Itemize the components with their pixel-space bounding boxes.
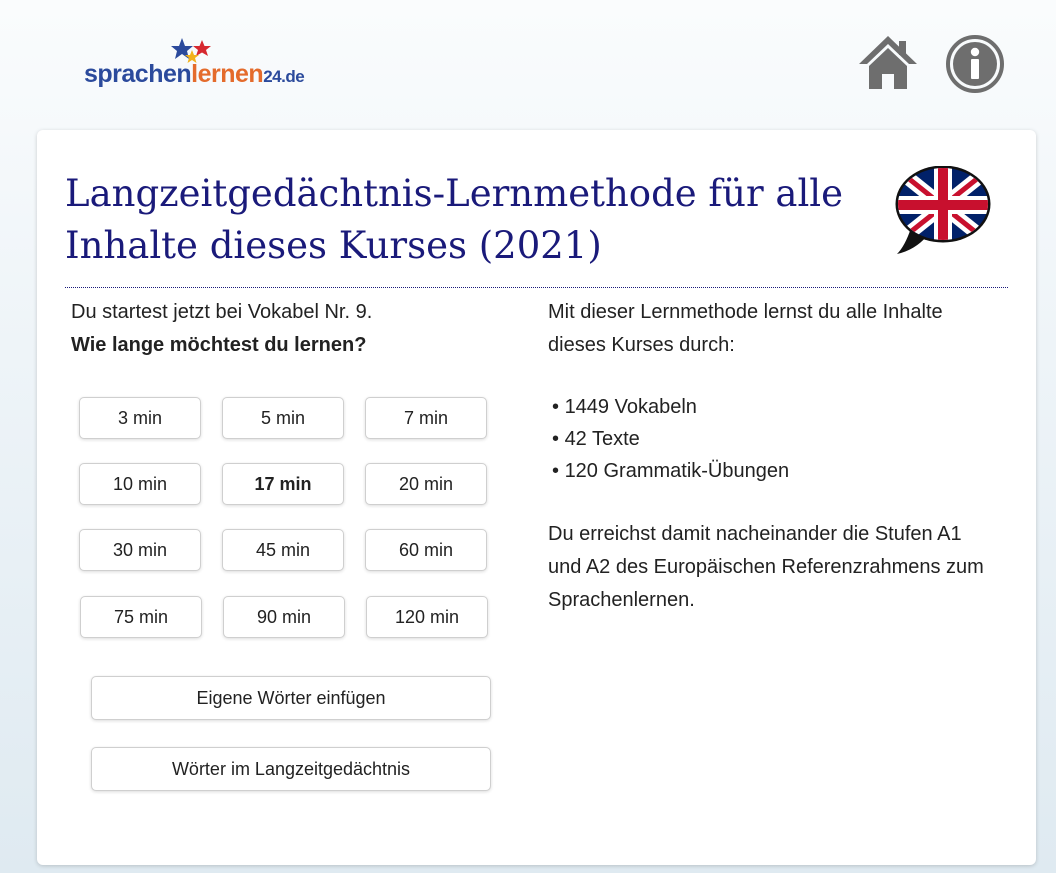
duration-button-17-min[interactable]: 17 min (222, 463, 344, 505)
duration-button-30-min[interactable]: 30 min (79, 529, 201, 571)
list-item-texts: • 42 Texte (548, 423, 988, 455)
duration-button-5-min[interactable]: 5 min (222, 397, 344, 439)
logo-part-sprachen: sprachen (84, 60, 192, 88)
start-info (71, 296, 372, 362)
duration-button-7-min[interactable]: 7 min (365, 397, 487, 439)
content-list (548, 391, 988, 487)
page-title-line-1: Langzeitgedächtnis-Lernmethode für alle (65, 172, 844, 215)
page-title (65, 168, 885, 272)
title-divider (65, 287, 1008, 288)
start-vocab-text: Du startest jetzt bei Vokabel Nr. 9. (71, 301, 373, 323)
longterm-memory-words-button[interactable]: Wörter im Langzeitgedächtnis (91, 747, 491, 791)
home-icon[interactable] (857, 33, 919, 95)
method-description (548, 296, 988, 617)
duration-question: Wie lange möchtest du lernen? (71, 334, 367, 356)
duration-button-10-min[interactable]: 10 min (79, 463, 201, 505)
logo[interactable] (84, 36, 344, 100)
info-icon[interactable] (944, 33, 1006, 95)
list-item-grammar: • 120 Grammatik-Übungen (548, 455, 988, 487)
logo-part-domain: 24.de (263, 67, 305, 86)
list-item-vocabulary: • 1449 Vokabeln (548, 391, 988, 423)
duration-button-60-min[interactable]: 60 min (365, 529, 487, 571)
page-title-line-2: Inhalte dieses Kurses (2021) (65, 224, 602, 267)
add-own-words-button[interactable]: Eigene Wörter einfügen (91, 676, 491, 720)
duration-button-90-min[interactable]: 90 min (223, 596, 345, 638)
duration-button-75-min[interactable]: 75 min (80, 596, 202, 638)
duration-button-20-min[interactable]: 20 min (365, 463, 487, 505)
duration-button-3-min[interactable]: 3 min (79, 397, 201, 439)
method-outro: Du erreichst damit nacheinander die Stufen A1 und A2 des Europäischen Referenzrahmens zum Sprachenlernen. (548, 523, 984, 611)
uk-flag-speech-bubble-icon (893, 166, 993, 258)
duration-button-45-min[interactable]: 45 min (222, 529, 344, 571)
logo-part-lernen: lernen (191, 60, 264, 88)
duration-button-120-min[interactable]: 120 min (366, 596, 488, 638)
logo-text (84, 60, 304, 89)
course-card (37, 130, 1036, 865)
method-intro: Mit dieser Lernmethode lernst du alle Inhalte dieses Kurses durch: (548, 301, 943, 356)
